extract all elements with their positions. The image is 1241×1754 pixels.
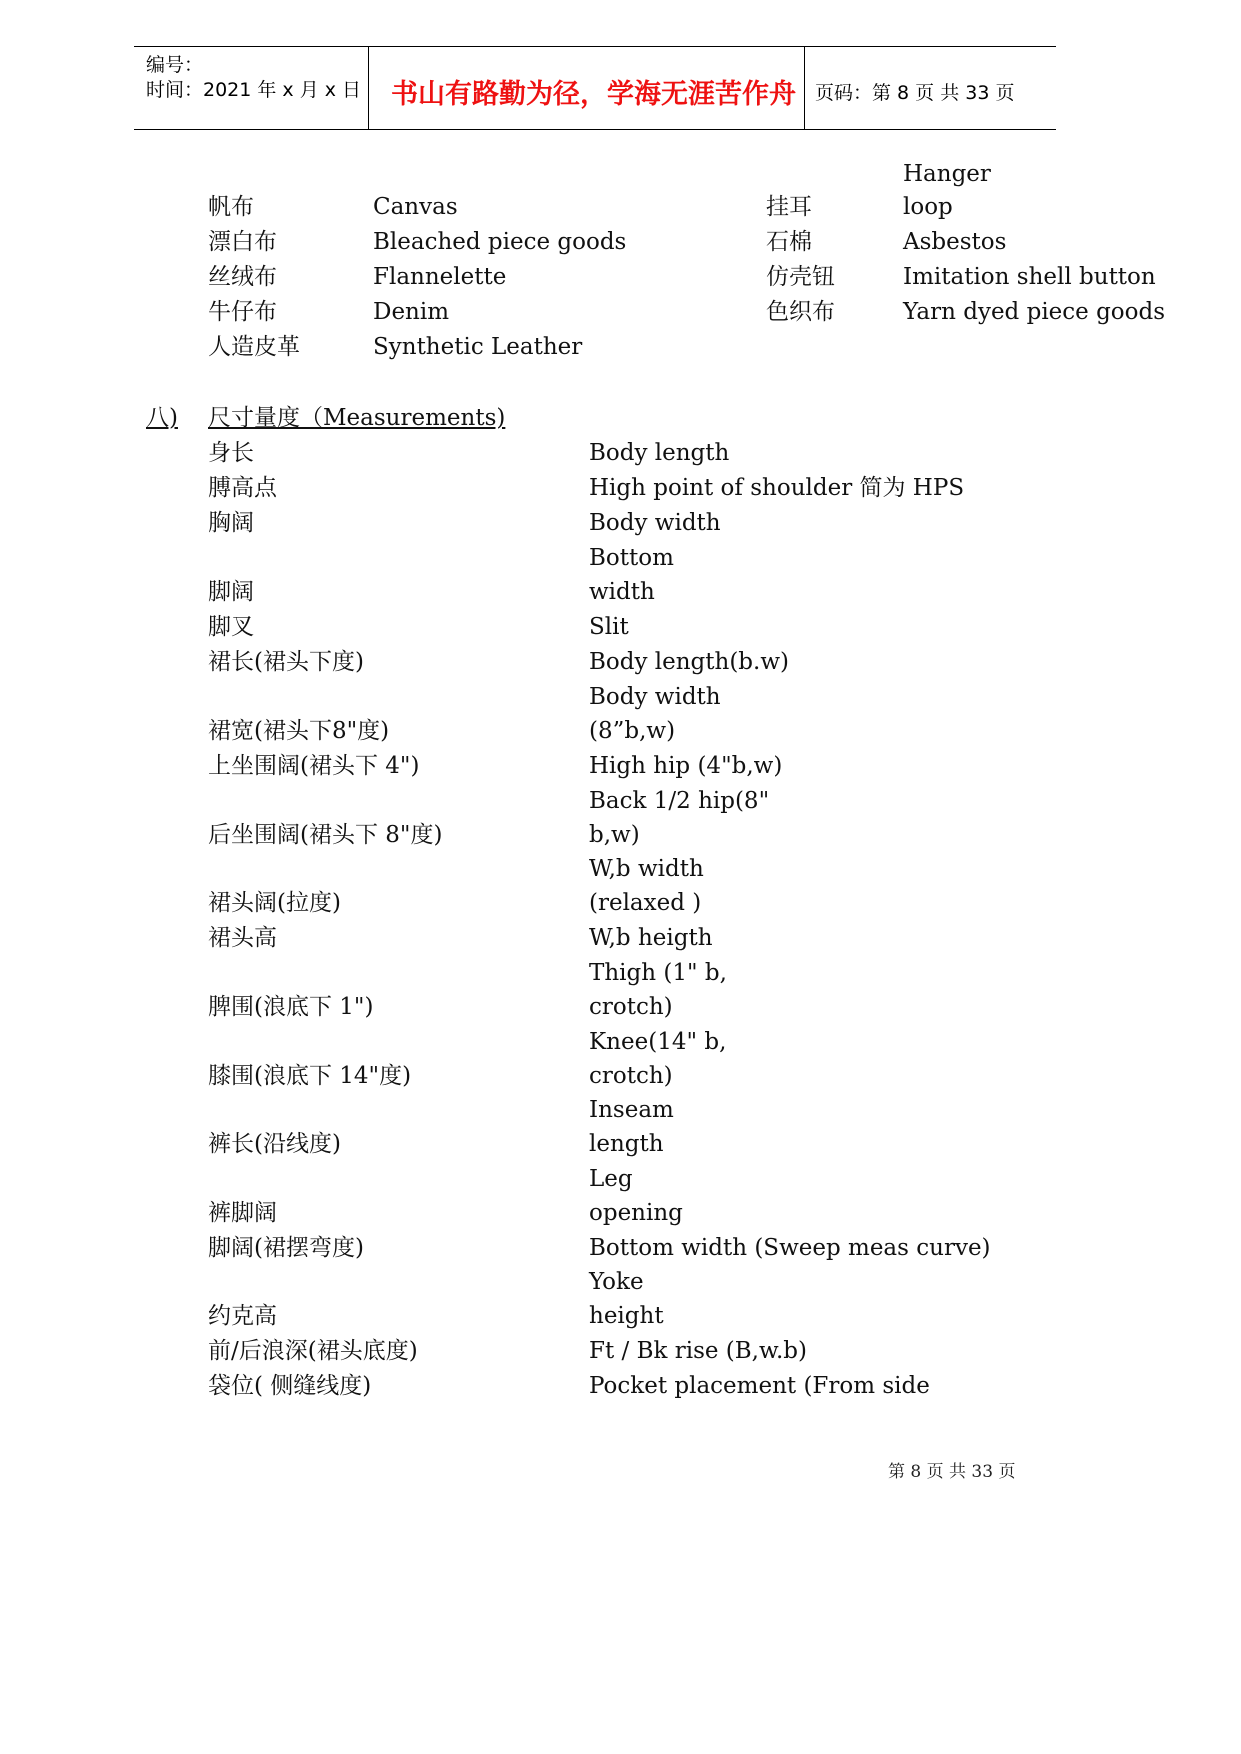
fabric-en: Yarn dyed piece goods (903, 299, 1166, 325)
fabric-zh: 帆布 (208, 194, 254, 220)
header-divider-left (368, 46, 369, 130)
measurement-en: Knee(14" b, (589, 1029, 727, 1055)
measurement-en: height (589, 1303, 664, 1329)
measurement-zh: 前/后浪深(裙头底度) (208, 1338, 418, 1364)
measurement-en: length (589, 1131, 664, 1157)
fabric-en: Flannelette (373, 264, 507, 290)
measurement-en: opening (589, 1200, 683, 1226)
measurement-zh: 胸阔 (208, 510, 254, 536)
fabric-en: Canvas (373, 194, 458, 220)
measurement-en: crotch) (589, 994, 673, 1020)
fabric-zh: 石棉 (766, 229, 812, 255)
measurement-zh: 膝围(浪底下 14"度) (208, 1063, 412, 1089)
measurement-zh: 脚叉 (208, 614, 254, 640)
fabric-en: Asbestos (903, 229, 1007, 255)
measurement-zh: 裙宽(裙头下8"度) (208, 718, 390, 744)
measurement-zh: 上坐围阔(裙头下 4") (208, 753, 420, 779)
measurement-zh: 膊高点 (208, 475, 277, 501)
measurement-en: (8”b,w) (589, 718, 676, 744)
fabric-en: loop (903, 194, 953, 220)
measurement-en: crotch) (589, 1063, 673, 1089)
measurement-zh: 裤长(沿线度) (208, 1131, 341, 1157)
measurement-en: (relaxed ) (589, 890, 702, 916)
header-top-rule (134, 46, 1056, 47)
measurement-zh: 脾围(浪底下 1") (208, 994, 374, 1020)
page-footer: 第 8 页 共 33 页 (888, 1462, 1016, 1482)
measurement-zh: 身长 (208, 440, 254, 466)
fabric-en: Imitation shell button (903, 264, 1156, 290)
header-page-label: 页码：第 8 页 共 33 页 (815, 82, 1015, 104)
fabric-en: Bleached piece goods (373, 229, 627, 255)
measurement-en: High hip (4"b,w) (589, 753, 783, 779)
measurement-en: width (589, 579, 655, 605)
section-title: 尺寸量度（Measurements) (208, 405, 506, 431)
measurement-en: Inseam (589, 1097, 674, 1123)
fabric-zh: 牛仔布 (208, 299, 277, 325)
fabric-en: Synthetic Leather (373, 334, 583, 360)
header-divider-right (804, 46, 805, 130)
measurement-en: Ft / Bk rise (B,w.b) (589, 1338, 807, 1364)
measurement-zh: 后坐围阔(裙头下 8"度) (208, 822, 443, 848)
measurement-en: Pocket placement (From side (589, 1373, 930, 1399)
measurement-zh: 脚阔(裙摆弯度) (208, 1235, 364, 1261)
header-bottom-rule (134, 129, 1056, 130)
measurement-en: Slit (589, 614, 629, 640)
measurement-en: Bottom (589, 545, 674, 571)
fabric-zh: 漂白布 (208, 229, 277, 255)
section-number: 八) (146, 405, 178, 431)
measurement-en: Leg (589, 1166, 633, 1192)
measurement-zh: 裙头高 (208, 925, 277, 951)
measurement-en: Body width (589, 684, 721, 710)
fabric-en: Denim (373, 299, 450, 325)
measurement-en: Bottom width (Sweep meas curve) (589, 1235, 991, 1261)
measurement-zh: 裙长(裙头下度) (208, 649, 364, 675)
measurement-en: Yoke (589, 1269, 644, 1295)
fabric-en: Hanger (903, 161, 991, 187)
measurement-zh: 袋位( 侧缝线度) (208, 1373, 372, 1399)
measurement-en: b,w) (589, 822, 640, 848)
measurement-en: Body length (589, 440, 730, 466)
measurement-zh: 脚阔 (208, 579, 254, 605)
header-motto: 书山有路勤为径，学海无涯苦作舟 (391, 79, 796, 110)
measurement-en: Back 1/2 hip(8" (589, 788, 770, 814)
fabric-zh: 人造皮革 (208, 334, 300, 360)
header-number-label: 编号： (146, 54, 204, 76)
fabric-zh: 色织布 (766, 299, 835, 325)
measurement-en: High point of shoulder 简为 HPS (589, 475, 965, 501)
fabric-zh: 仿壳钮 (766, 264, 835, 290)
measurement-en: Body length(b.w) (589, 649, 790, 675)
measurement-en: W,b width (589, 856, 704, 882)
measurement-zh: 裤脚阔 (208, 1200, 277, 1226)
fabric-zh: 挂耳 (766, 194, 812, 220)
measurement-en: Body width (589, 510, 721, 536)
header-time-label: 时间：2021 年 x 月 x 日 (146, 79, 362, 101)
measurement-zh: 裙头阔(拉度) (208, 890, 341, 916)
fabric-zh: 丝绒布 (208, 264, 277, 290)
measurement-zh: 约克高 (208, 1303, 277, 1329)
measurement-en: W,b heigth (589, 925, 713, 951)
measurement-en: Thigh (1" b, (589, 960, 727, 986)
